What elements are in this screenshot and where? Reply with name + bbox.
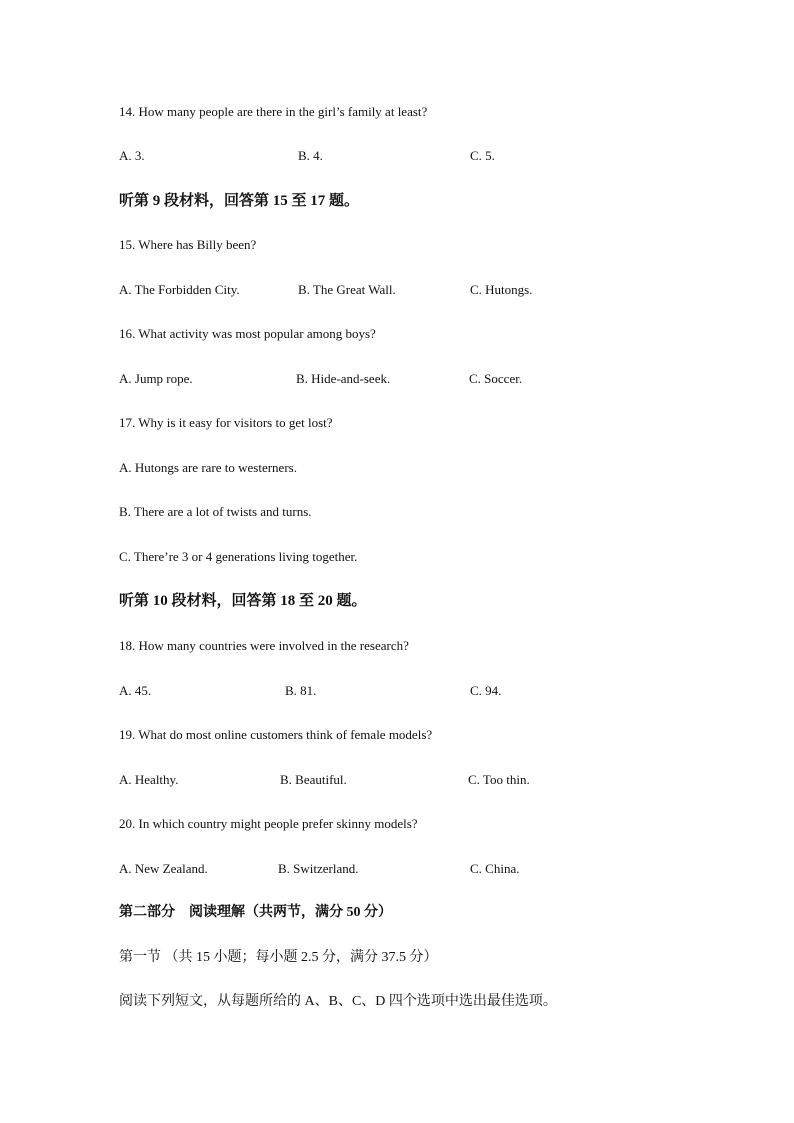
question-14: 14. How many people are there in the girl’s family at least? — [119, 104, 428, 119]
question-18: 18. How many countries were involved in the research? — [119, 638, 409, 653]
q19-option-b: B. Beautiful. — [280, 772, 347, 787]
q16-option-c: C. Soccer. — [469, 371, 523, 386]
q20-option-a: A. New Zealand. — [119, 861, 208, 876]
question-19: 19. What do most online customers think of female models? — [119, 727, 433, 742]
q17-option-b: B. There are a lot of twists and turns. — [119, 504, 312, 519]
q18-option-c: C. 94. — [470, 683, 502, 698]
q20-option-c: C. China. — [470, 861, 520, 876]
section-10-heading: 听第 10 段材料，回答第 18 至 20 题。 — [119, 593, 367, 609]
part-2-section-1: 第一节 （共 15 小题；每小题 2.5 分，满分 37.5 分） — [119, 950, 438, 965]
q20-option-b: B. Switzerland. — [278, 861, 359, 876]
question-20: 20. In which country might people prefer skinny models? — [119, 816, 418, 831]
q15-option-b: B. The Great Wall. — [298, 282, 396, 297]
part-2-title: 第二部分 阅读理解（共两节，满分 50 分） — [119, 905, 392, 920]
q19-option-c: C. Too thin. — [468, 772, 530, 787]
q16-option-a: A. Jump rope. — [119, 371, 193, 386]
section-9-heading: 听第 9 段材料，回答第 15 至 17 题。 — [119, 193, 360, 209]
q17-option-a: A. Hutongs are rare to westerners. — [119, 460, 297, 475]
q14-option-b: B. 4. — [298, 148, 323, 163]
part-2-instruction: 阅读下列短文，从每题所给的 A、B、C、D 四个选项中选出最佳选项。 — [119, 994, 557, 1009]
q15-option-a: A. The Forbidden City. — [119, 282, 240, 297]
q18-option-b: B. 81. — [285, 683, 317, 698]
question-15: 15. Where has Billy been? — [119, 237, 257, 252]
q18-option-a: A. 45. — [119, 683, 152, 698]
q14-option-a: A. 3. — [119, 148, 145, 163]
q19-option-a: A. Healthy. — [119, 772, 179, 787]
question-16: 16. What activity was most popular among boys? — [119, 326, 376, 341]
q14-option-c: C. 5. — [470, 148, 495, 163]
question-17: 17. Why is it easy for visitors to get lost? — [119, 415, 333, 430]
q15-option-c: C. Hutongs. — [470, 282, 533, 297]
q17-option-c: C. There’re 3 or 4 generations living together. — [119, 549, 358, 564]
q16-option-b: B. Hide-and-seek. — [296, 371, 391, 386]
